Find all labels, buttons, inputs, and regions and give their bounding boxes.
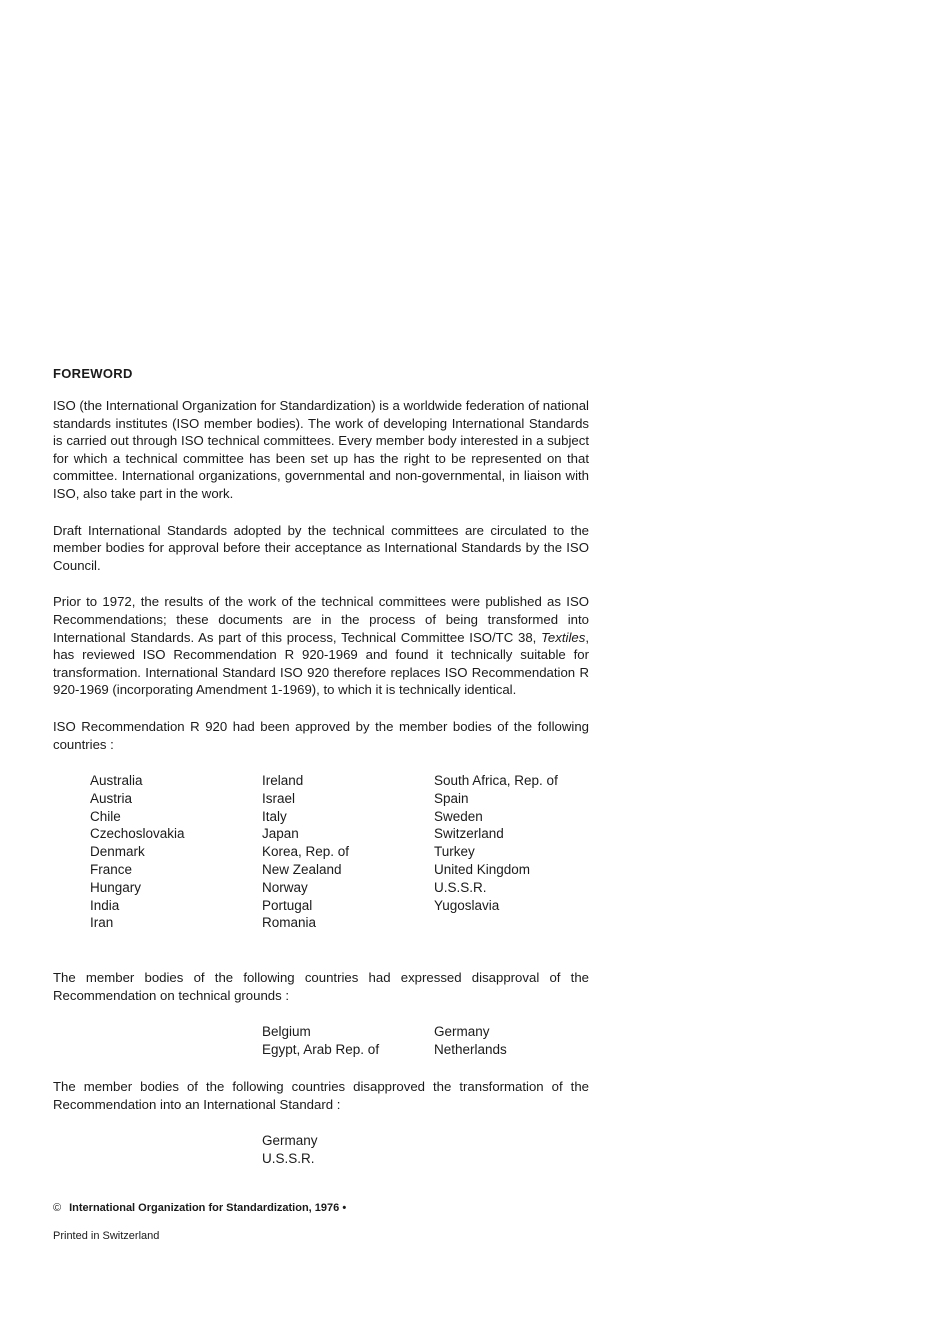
country-name: Spain <box>434 790 469 806</box>
committee-title-italic: Textiles <box>541 629 586 645</box>
country-name: Germany <box>262 1133 318 1149</box>
country-name: Chile <box>90 808 121 824</box>
country-name: Korea, Rep. of <box>262 844 350 860</box>
country-name: Norway <box>262 879 308 895</box>
copyright-notice <box>53 1202 589 1214</box>
country-name: Portugal <box>262 897 313 913</box>
country-name: New Zealand <box>262 862 342 878</box>
country-name: United Kingdom <box>434 862 531 878</box>
paragraph-disapproved-transformation: The member bodies of the following countries disapproved the transformation of the Recommendation into an International Standard : <box>53 1079 589 1112</box>
country-name: Italy <box>262 808 287 824</box>
country-name: South Africa, Rep. of <box>434 773 558 789</box>
paragraph-disapproved-technical: The member bodies of the following countries had expressed disapproval of the Recommendation on technical grounds : <box>53 970 589 1003</box>
country-name: Israel <box>262 790 296 806</box>
country-name: Egypt, Arab Rep. of <box>262 1042 380 1058</box>
country-name: U.S.S.R. <box>262 1151 315 1167</box>
paragraph-draft-standards: Draft International Standards adopted by the technical committees are circulated to the member bodies for approval before their acceptance as International Standards by the ISO Council. <box>53 522 589 573</box>
copyright-text: International Organization for Standardization, 1976 • <box>69 1202 347 1215</box>
approved-countries-column-2 <box>262 772 349 932</box>
copyright-symbol: © <box>53 1202 62 1215</box>
country-name: France <box>90 862 133 878</box>
country-name: Belgium <box>262 1024 311 1040</box>
paragraph-approved-intro: ISO Recommendation R 920 had been approved by the member bodies of the following countries : <box>53 718 589 752</box>
disapproved-technical-column-2 <box>434 1023 507 1059</box>
approved-countries-column-3 <box>434 772 558 914</box>
country-name: India <box>90 897 120 913</box>
country-name: Czechoslovakia <box>90 826 185 842</box>
country-name: Turkey <box>434 844 475 860</box>
approved-countries-list <box>53 772 589 950</box>
disapproved-transformation-column <box>262 1132 318 1168</box>
foreword-heading: FOREWORD <box>53 366 133 381</box>
country-name: U.S.S.R. <box>434 879 487 895</box>
disapproved-technical-column-1 <box>262 1023 379 1059</box>
country-name: Ireland <box>262 773 304 789</box>
country-name: Denmark <box>90 844 145 860</box>
country-name: Sweden <box>434 808 483 824</box>
country-name: Netherlands <box>434 1042 507 1058</box>
country-name: Japan <box>262 826 299 842</box>
country-name: Hungary <box>90 879 142 895</box>
approved-countries-column-1 <box>90 772 185 932</box>
disapproved-transformation-list <box>53 1132 589 1168</box>
paragraph-transformation-text-b: , has reviewed ISO Recommendation R 920-1969 and found it technically suitable for transformation. International Standard ISO 920 therefore replaces ISO Recommendation R 920-1969 (incorporating Amendment 1-1969), to which it is technically identical. <box>53 629 589 698</box>
country-name: Switzerland <box>434 826 504 842</box>
country-name: Australia <box>90 773 143 789</box>
country-name: Iran <box>90 915 114 931</box>
country-name: Austria <box>90 790 133 806</box>
foreword-page <box>53 366 589 1242</box>
country-name: Romania <box>262 915 317 931</box>
country-name: Germany <box>434 1024 490 1040</box>
paragraph-iso-intro: ISO (the International Organization for Standardization) is a worldwide federation of national standards institutes (ISO member bodies). The work of developing International Standards is carried out through ISO technical committees. Every member body interested in a subject for which a technical committee has been set up has the right to be represented on that committee. International organizations, governmental and non-governmental, in liaison with ISO, also take part in the work. <box>53 398 589 501</box>
paragraph-transformation-text-a: Prior to 1972, the results of the work of the technical committees were published as ISO Recommendations; these documents are in the process of being transformed into International Standards. As part of this process, Technical Committee ISO/TC 38, <box>53 594 589 645</box>
printed-in-notice: Printed in Switzerland <box>53 1230 160 1243</box>
country-name: Yugoslavia <box>434 897 500 913</box>
disapproved-technical-list <box>53 1023 589 1059</box>
paragraph-transformation <box>53 593 589 699</box>
